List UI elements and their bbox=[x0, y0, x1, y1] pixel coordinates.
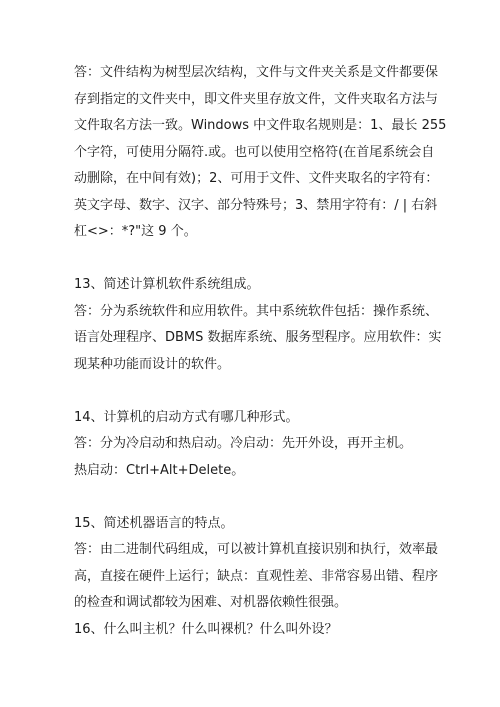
text-line: 现某种功能而设计的软件。 bbox=[74, 356, 231, 372]
text-line: 的检查和调试都较为困难、对机器依赖性很强。 bbox=[74, 595, 348, 610]
text-line: 英文字母、数字、汉字、部分特殊号；3、禁用字符有：/ | 右斜 bbox=[74, 197, 438, 213]
question-heading: 14、计算机的启动方式有哪几种形式。 bbox=[74, 409, 299, 425]
text-line: 语言处理程序、DBMS 数据库系统、服务型程序。应用软件：实 bbox=[74, 330, 442, 345]
text-line: 答：文件结构为树型层次结构，文件与文件夹关系是文件都要保 bbox=[74, 65, 439, 80]
text-line: 答：由二进制代码组成，可以被计算机直接识别和执行，效率最 bbox=[74, 542, 439, 557]
text-line: 文件取名方法一致。Windows 中文件取名规则是：1、最长 255 bbox=[74, 118, 447, 133]
question-heading: 16、什么叫主机？什么叫裸机？什么叫外设？ bbox=[74, 621, 338, 637]
question-heading: 15、简述机器语言的特点。 bbox=[74, 515, 234, 531]
paragraph-spacer bbox=[74, 378, 434, 405]
text-line: 高，直接在硬件上运行；缺点：直观性差、非常容易出错、程序 bbox=[74, 568, 439, 584]
text-line: 存到指定的文件夹中，即文件夹里存放文件，文件夹取名方法与 bbox=[74, 91, 439, 107]
question-13-block bbox=[74, 272, 442, 378]
text-line: 答：分为系统软件和应用软件。其中系统软件包括：操作系统、 bbox=[74, 303, 439, 319]
text-line: 热启动：Ctrl+Alt+Delete。 bbox=[74, 462, 245, 478]
answer-paragraph-file-structure bbox=[74, 60, 447, 246]
question-14-block bbox=[74, 405, 434, 485]
text-line: 个字符，可使用分隔符.或。也可以使用空格符(在首尾系统会自 bbox=[74, 144, 435, 160]
text-line: 杠<>：*?"这 9 个。 bbox=[74, 224, 197, 239]
text-line: 答：分为冷启动和热启动。冷启动：先开外设，再开主机。 bbox=[74, 436, 413, 451]
question-15-block bbox=[74, 511, 439, 644]
paragraph-spacer bbox=[74, 246, 434, 273]
question-heading: 13、简述计算机软件系统组成。 bbox=[74, 277, 260, 292]
paragraph-spacer bbox=[74, 484, 434, 511]
text-line: 动删除，在中间有效)；2、可用于文件、文件夹取名的字符有： bbox=[74, 171, 439, 186]
document-body bbox=[74, 60, 447, 643]
